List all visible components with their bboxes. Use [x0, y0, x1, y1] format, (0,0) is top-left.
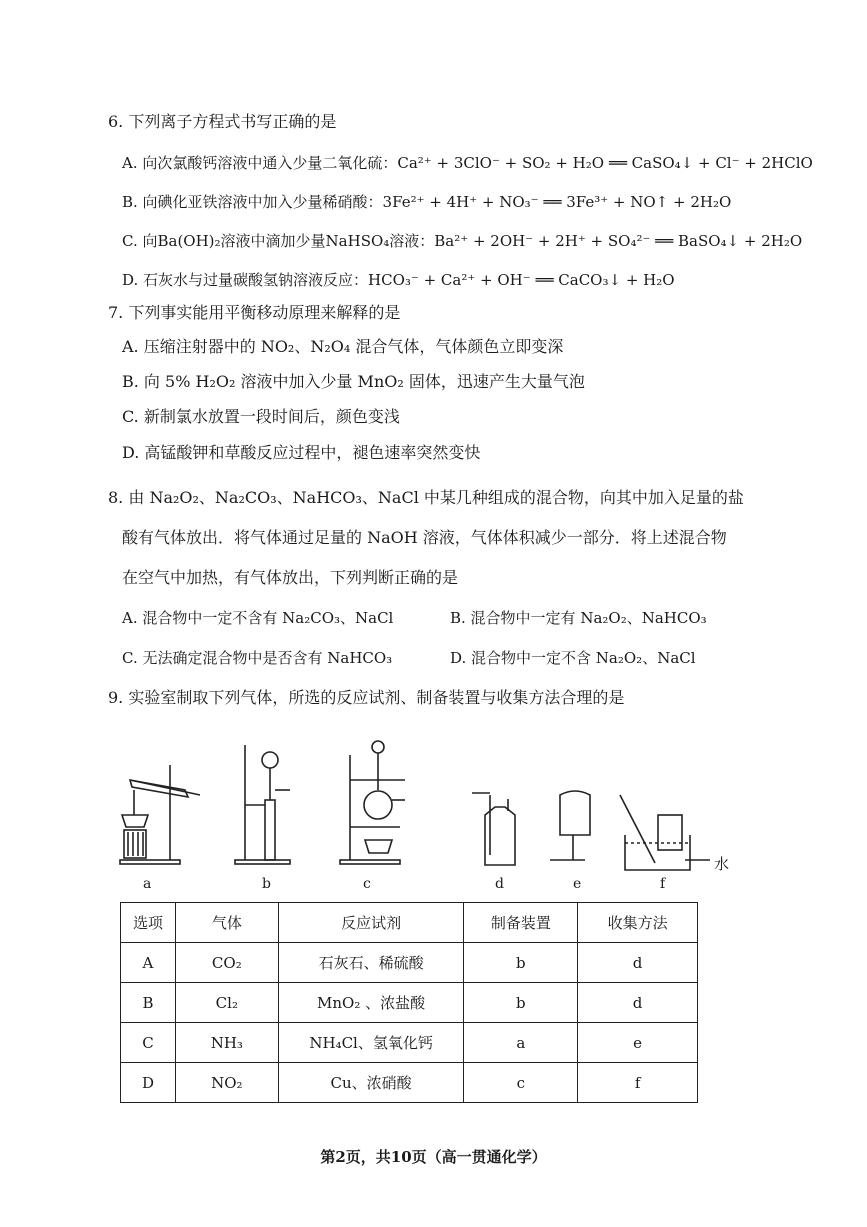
table-cell: D: [121, 1063, 176, 1103]
q8-option-d: D. 混合物中一定不含 Na₂O₂、NaCl: [450, 649, 696, 667]
table-header: 反应试剂: [278, 903, 464, 943]
q6-option-b: B. 向碘化亚铁溶液中加入少量稀硝酸：3Fe²⁺ + 4H⁺ + NO₃⁻ ══ 3Fe³⁺ + NO↑ + 2H₂O: [122, 193, 732, 211]
q7-option-d: D. 高锰酸钾和草酸反应过程中，褪色速率突然变快: [122, 443, 481, 462]
q7-stem: 7. 下列事实能用平衡移动原理来解释的是: [108, 303, 401, 322]
table-row: [121, 1023, 698, 1063]
apparatus-f: [620, 795, 710, 870]
q8-option-b: B. 混合物中一定有 Na₂O₂、NaHCO₃: [450, 609, 707, 627]
table-cell: NO₂: [175, 1063, 278, 1103]
table-header: 制备装置: [464, 903, 578, 943]
table-header: 选项: [121, 903, 176, 943]
q8-stem-line1: 8. 由 Na₂O₂、Na₂CO₃、NaHCO₃、NaCl 中某几种组成的混合物，向其中加入足量的盐: [108, 488, 744, 507]
table-cell: NH₃: [175, 1023, 278, 1063]
q7-option-b: B. 向 5% H₂O₂ 溶液中加入少量 MnO₂ 固体，迅速产生大量气泡: [122, 372, 585, 391]
q8-option-c: C. 无法确定混合物中是否含有 NaHCO₃: [122, 649, 393, 667]
apparatus-c: [340, 741, 405, 864]
q7-option-c: C. 新制氯水放置一段时间后，颜色变浅: [122, 407, 400, 426]
table-cell: 石灰石、稀硫酸: [278, 943, 464, 983]
label-b: b: [262, 876, 271, 892]
label-a: a: [143, 876, 152, 892]
label-c: c: [363, 876, 371, 892]
options-table: [120, 902, 698, 1103]
apparatus-a: [120, 765, 200, 864]
table-cell: d: [578, 983, 698, 1023]
label-water: 水: [714, 855, 730, 873]
table-cell: MnO₂ 、浓盐酸: [278, 983, 464, 1023]
q6-stem: 6. 下列离子方程式书写正确的是: [108, 112, 337, 131]
label-e: e: [573, 876, 582, 892]
table-row: [121, 943, 698, 983]
table-cell: C: [121, 1023, 176, 1063]
q7-option-a: A. 压缩注射器中的 NO₂、N₂O₄ 混合气体，气体颜色立即变深: [122, 337, 564, 356]
table-cell: e: [578, 1023, 698, 1063]
q8-stem-line3: 在空气中加热，有气体放出，下列判断正确的是: [122, 568, 459, 587]
table-header-row: [121, 903, 698, 943]
page-footer: 第2页，共10页（高一贯通化学）: [320, 1148, 547, 1166]
table-row: [121, 983, 698, 1023]
table-cell: Cl₂: [175, 983, 278, 1023]
table-cell: b: [464, 943, 578, 983]
table-cell: B: [121, 983, 176, 1023]
q6-option-d: D. 石灰水与过量碳酸氢钠溶液反应：HCO₃⁻ + Ca²⁺ + OH⁻ ══ CaCO₃↓ + H₂O: [122, 271, 675, 289]
apparatus-drawing: [110, 735, 750, 875]
q6-option-a: A. 向次氯酸钙溶液中通入少量二氧化硫：Ca²⁺ + 3ClO⁻ + SO₂ + H₂O ══ CaSO₄↓ + Cl⁻ + 2HClO: [122, 154, 813, 172]
q8-option-a: A. 混合物中一定不含有 Na₂CO₃、NaCl: [122, 609, 394, 627]
label-d: d: [495, 876, 504, 892]
q8-stem-line2: 酸有气体放出．将气体通过足量的 NaOH 溶液，气体体积减少一部分．将上述混合物: [122, 528, 727, 547]
table-cell: a: [464, 1023, 578, 1063]
q9-stem: 9. 实验室制取下列气体，所选的反应试剂、制备装置与收集方法合理的是: [108, 688, 625, 707]
table-header: 收集方法: [578, 903, 698, 943]
table-cell: f: [578, 1063, 698, 1103]
apparatus-figure: [110, 735, 750, 895]
table-cell: d: [578, 943, 698, 983]
table-cell: A: [121, 943, 176, 983]
table-cell: c: [464, 1063, 578, 1103]
table-cell: NH₄Cl、氢氧化钙: [278, 1023, 464, 1063]
q6-option-c: C. 向Ba(OH)₂溶液中滴加少量NaHSO₄溶液：Ba²⁺ + 2OH⁻ + 2H⁺ + SO₄²⁻ ══ BaSO₄↓ + 2H₂O: [122, 232, 803, 250]
table-row: [121, 1063, 698, 1103]
table-cell: Cu、浓硝酸: [278, 1063, 464, 1103]
table-cell: b: [464, 983, 578, 1023]
apparatus-d: [472, 793, 515, 865]
table-cell: CO₂: [175, 943, 278, 983]
apparatus-e: [550, 791, 590, 860]
label-f: f: [660, 876, 666, 892]
apparatus-b: [235, 745, 290, 864]
table-header: 气体: [175, 903, 278, 943]
